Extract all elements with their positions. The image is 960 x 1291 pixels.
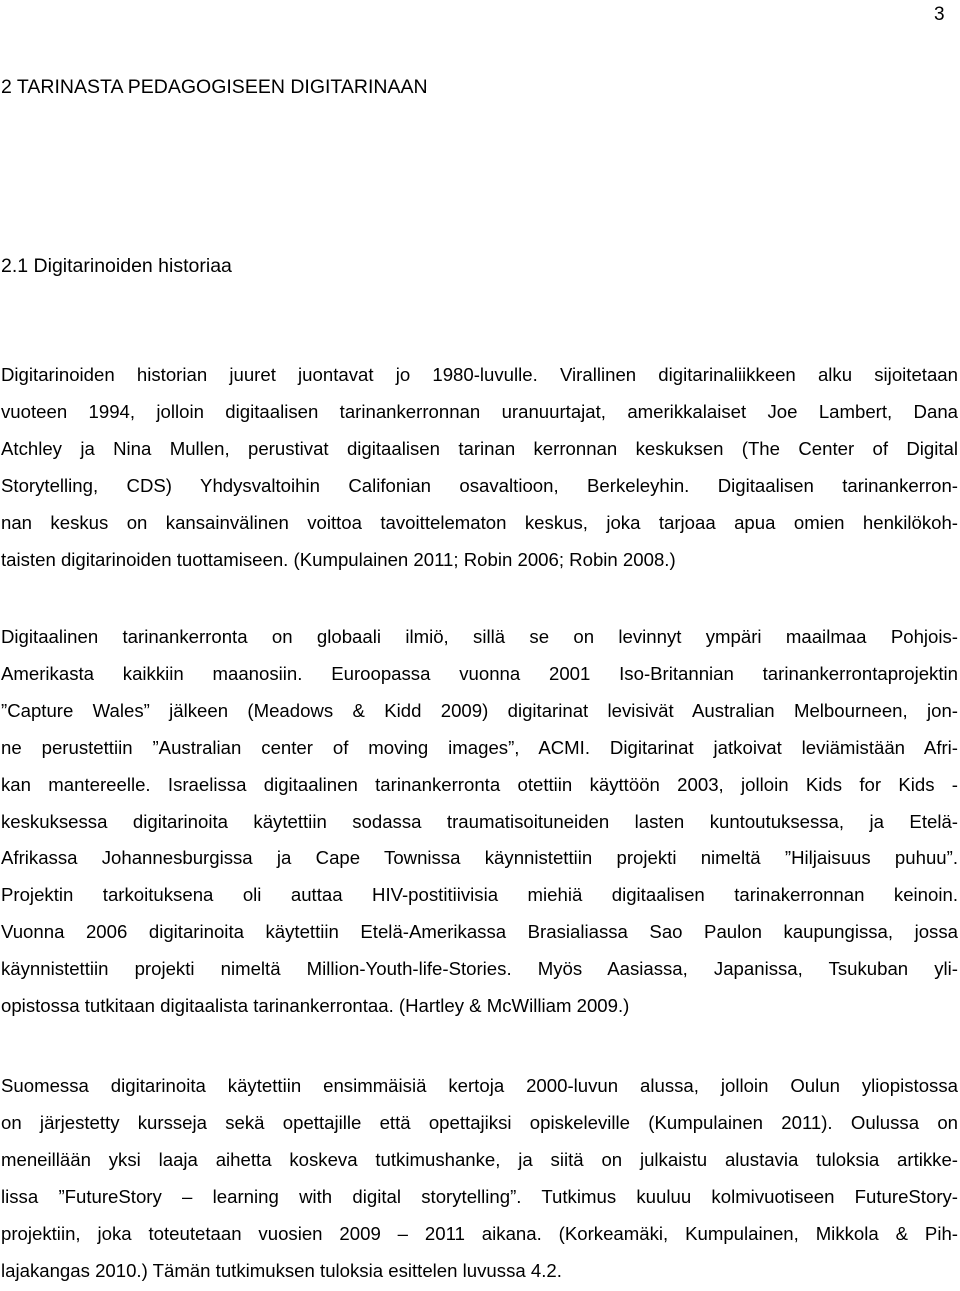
paragraph-line: Vuonna 2006 digitarinoita käytettiin Etelä-Amerikassa Brasialiassa Sao Paulon kaupungissa, jossa — [1, 921, 958, 943]
paragraph-line: Digitaalinen tarinankerronta on globaali ilmiö, sillä se on levinnyt ympäri maailmaa Pohjois- — [1, 626, 958, 647]
paragraph-line: Afrikassa Johannesburgissa ja Cape Townissa käynnistettiin projekti nimeltä ”Hiljaisuus puhuu”. — [1, 847, 958, 869]
paragraph-2 — [1, 619, 958, 1025]
paragraph-line: käynnistettiin projekti nimeltä Million-Youth-life-Stories. Myös Aasiassa, Japanissa, Tsukuban yli- — [1, 958, 958, 980]
paragraph-line: ne perustettiin ”Australian center of moving images”, ACMI. Digitarinat jatkoivat leviämistään Afri- — [1, 736, 958, 758]
page-number: 3 — [934, 4, 945, 25]
paragraph-line: Digitarinoiden historian juuret juontavat jo 1980-luvulle. Virallinen digitarinaliikkeen alku sijoitetaan — [1, 364, 958, 385]
paragraph-line: kan mantereelle. Israelissa digitaalinen tarinankerronta otettiin käyttöön 2003, jolloin Kids for Kids - — [1, 773, 958, 795]
paragraph-line: vuoteen 1994, jolloin digitaalisen tarinankerronnan uranuurtajat, amerikkalaiset Joe Lambert, Dana — [1, 400, 958, 422]
section-title: 2.1 Digitarinoiden historiaa — [1, 255, 232, 277]
paragraph-line: Atchley ja Nina Mullen, perustivat digitaalisen tarinan kerronnan keskuksen (The Center of Digital — [1, 437, 958, 459]
paragraph-line: meneillään yksi laaja aihetta koskeva tutkimushanke, ja siitä on julkaistu alustavia tuloksia artikke- — [1, 1148, 958, 1170]
paragraph-line: projektiin, joka toteutetaan vuosien 2009 – 2011 aikana. (Korkeamäki, Kumpulainen, Mikkola & Pih- — [1, 1222, 958, 1244]
paragraph-line: lissa ”FutureStory – learning with digital storytelling”. Tutkimus kuuluu kolmivuotiseen FutureStory- — [1, 1185, 958, 1207]
paragraph-line: taisten digitarinoiden tuottamiseen. (Kumpulainen 2011; Robin 2006; Robin 2008.) — [1, 548, 676, 570]
paragraph-line: on järjestetty kursseja sekä opettajille että opettajiksi opiskeleville (Kumpulainen 2011). Oulussa on — [1, 1111, 958, 1133]
paragraph-line: keskuksessa digitarinoita käytettiin sodassa traumatisoituneiden lasten kuntoutuksessa, ja Etelä- — [1, 810, 958, 832]
paragraph-line: Projektin tarkoituksena oli auttaa HIV-postitiivisia miehiä digitaalisen tarinakerronnan keinoin. — [1, 884, 958, 906]
paragraph-3 — [1, 1068, 958, 1289]
paragraph-1 — [1, 357, 958, 578]
chapter-title: 2 TARINASTA PEDAGOGISEEN DIGITARINAAN — [1, 76, 428, 98]
paragraph-line: Amerikasta kaikkiin maanosiin. Euroopassa vuonna 2001 Iso-Britannian tarinankerrontaprojektin — [1, 662, 958, 684]
paragraph-line: lajakangas 2010.) Tämän tutkimuksen tuloksia esittelen luvussa 4.2. — [1, 1259, 562, 1281]
paragraph-line: opistossa tutkitaan digitaalista tarinankerrontaa. (Hartley & McWilliam 2009.) — [1, 995, 630, 1017]
paragraph-line: Suomessa digitarinoita käytettiin ensimmäisiä kertoja 2000-luvun alussa, jolloin Oulun yliopistossa — [1, 1075, 958, 1096]
paragraph-line: Storytelling, CDS) Yhdysvaltoihin Califonian osavaltioon, Berkeleyhin. Digitaalisen tarinankerron- — [1, 474, 958, 496]
paragraph-line: nan keskus on kansainvälinen voittoa tavoittelematon keskus, joka tarjoaa apua omien henkilökoh- — [1, 511, 958, 533]
paragraph-line: ”Capture Wales” jälkeen (Meadows & Kidd 2009) digitarinat levisivät Australian Melbourneen, jon- — [1, 699, 958, 721]
